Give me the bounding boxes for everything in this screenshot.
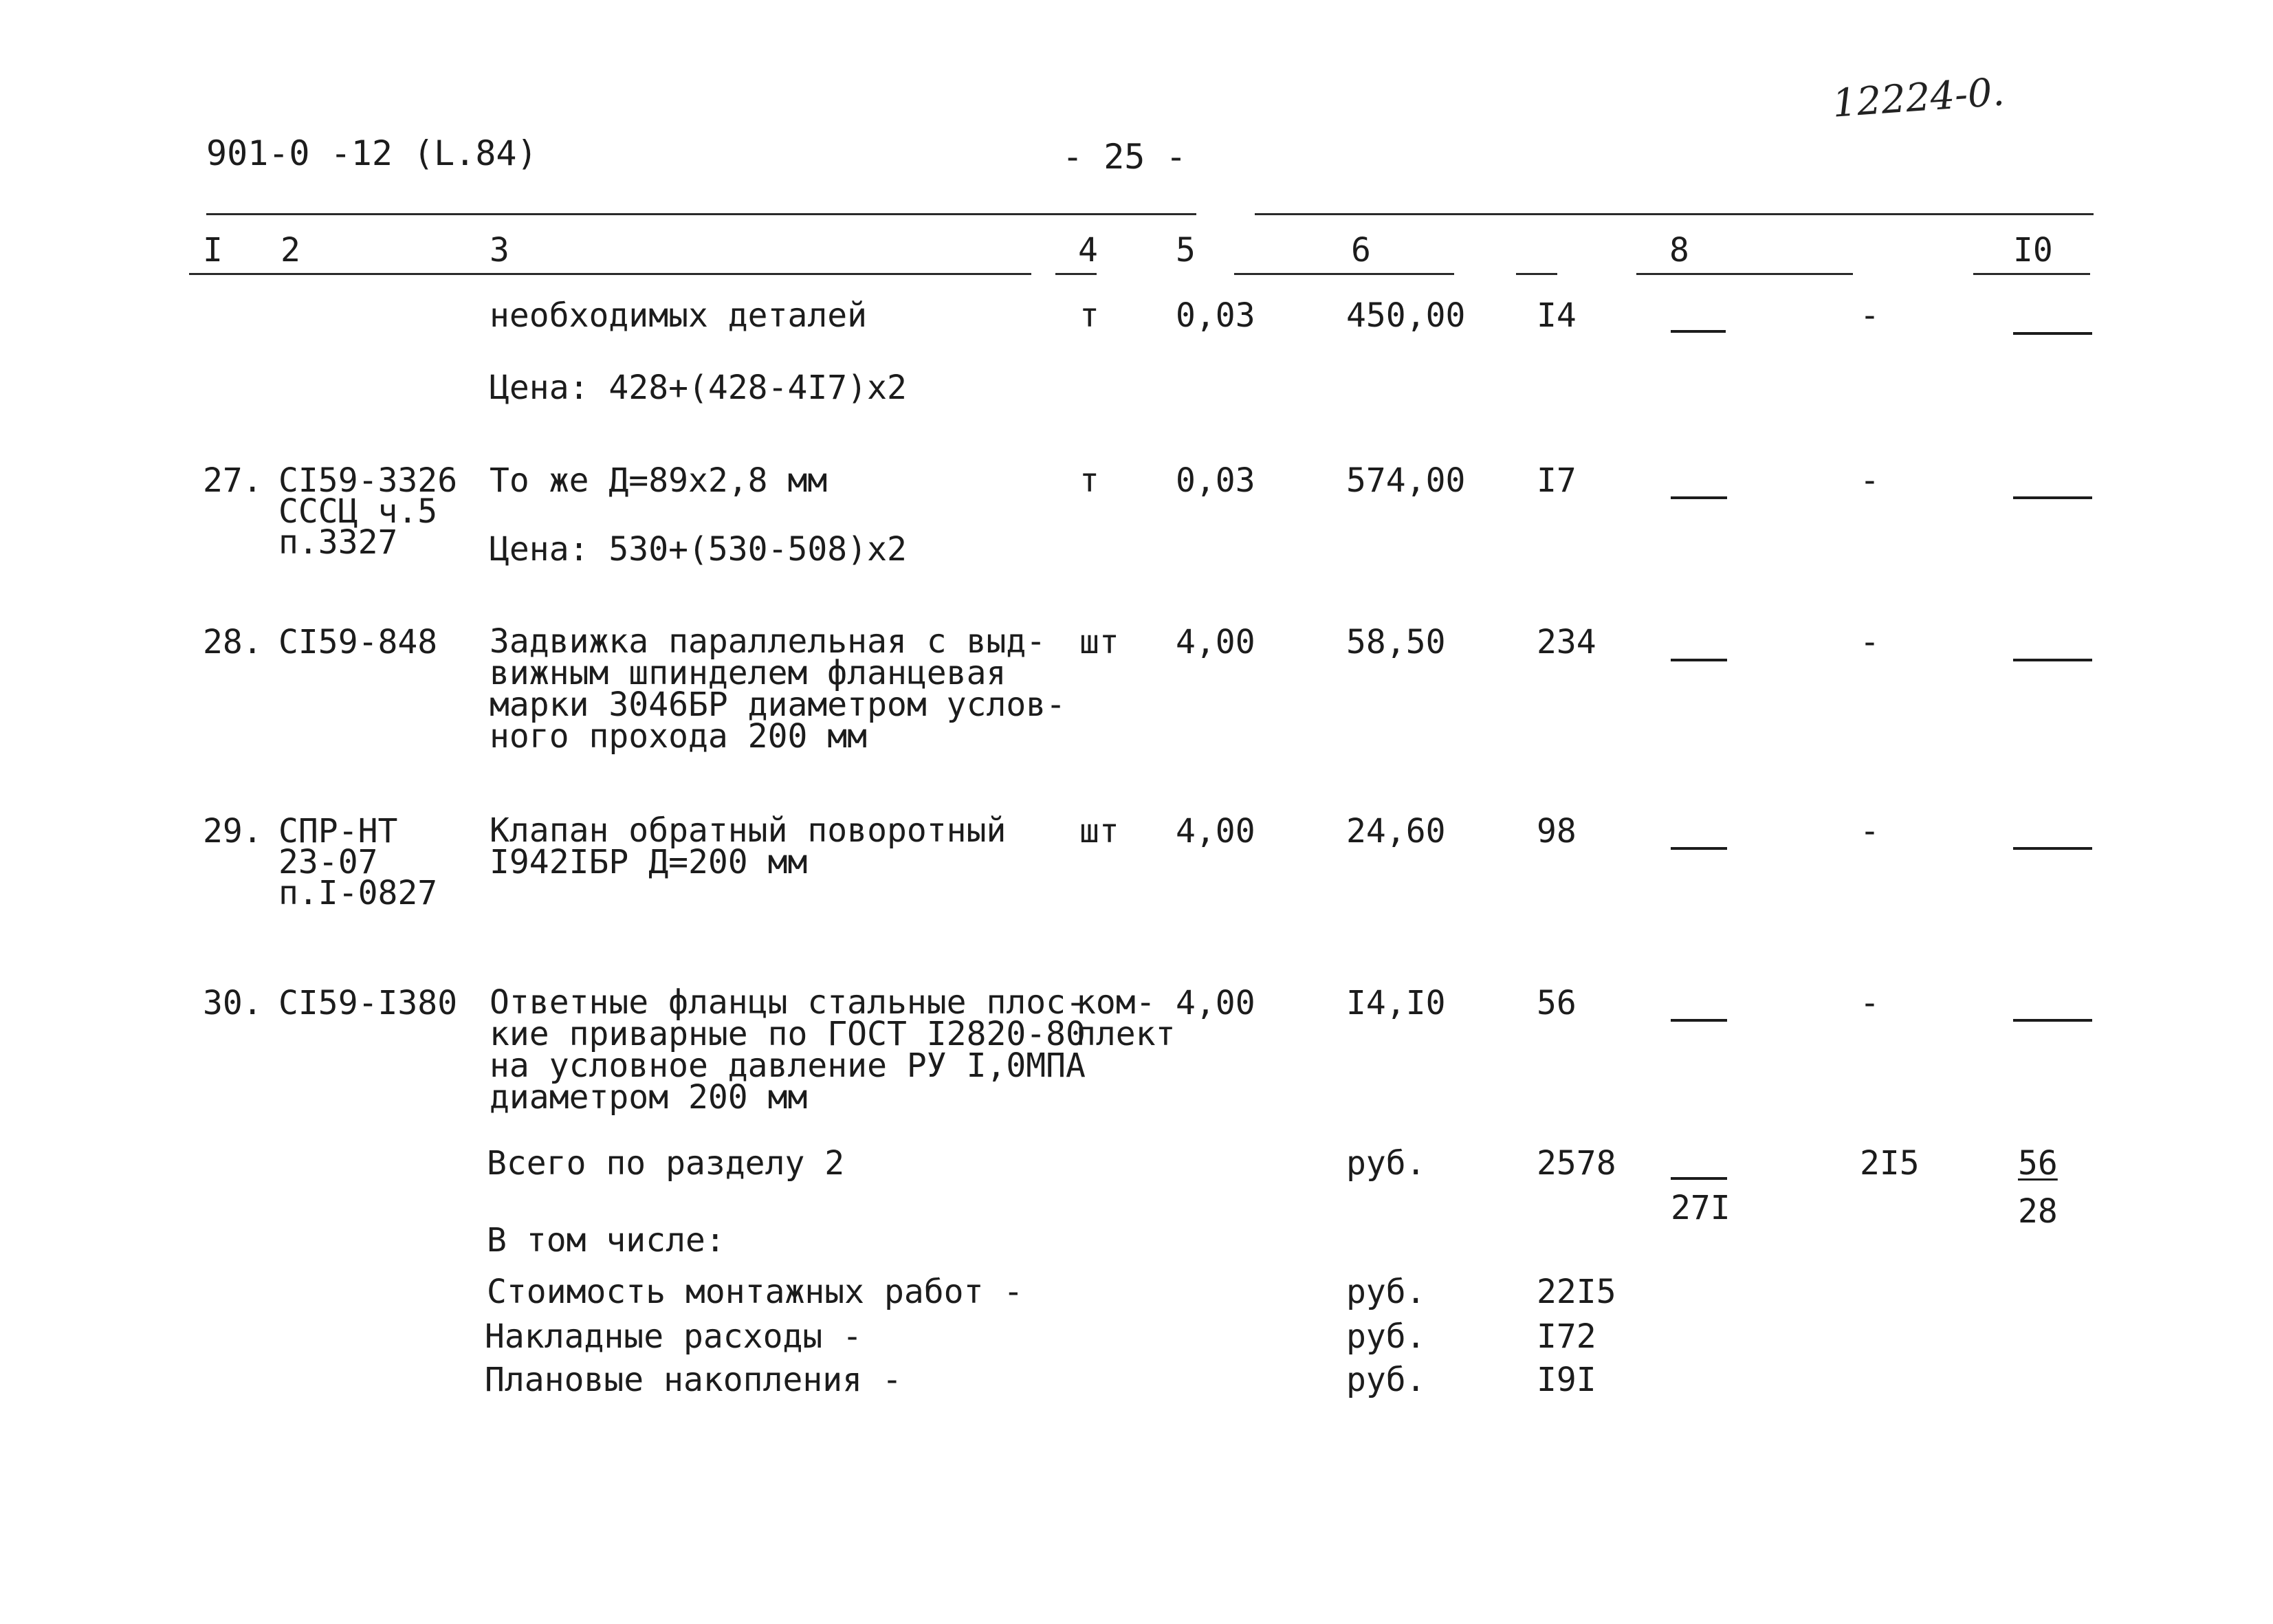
- breakdown-value: 22I5: [1537, 1273, 1616, 1311]
- row-col9: -: [1860, 984, 1880, 1022]
- total-col10-top: 56: [2018, 1144, 2058, 1183]
- row-sum: 234: [1537, 623, 1596, 661]
- breakdown-unit: руб.: [1346, 1273, 1426, 1311]
- row-code-line: 23-07: [278, 843, 378, 881]
- row-description-line: диаметром 200 мм: [490, 1078, 808, 1117]
- row-description-line: на условное давление РУ I,0МПА: [490, 1046, 1086, 1085]
- header-bottom-rule-f: [1973, 273, 2090, 275]
- breakdown-label: Стоимость монтажных работ -: [487, 1273, 1024, 1311]
- row-description-line: Ответные фланцы стальные плос-: [490, 983, 1086, 1022]
- header-top-rule-right: [1255, 213, 2094, 215]
- row-description-line: I942IБР Д=200 мм: [490, 843, 808, 881]
- row-price: 24,60: [1346, 812, 1446, 851]
- column-header-3: 3: [490, 231, 509, 270]
- breakdown-unit: руб.: [1346, 1317, 1426, 1356]
- total-col8-bottom: 27I: [1671, 1189, 1731, 1227]
- row-unit: шт: [1079, 812, 1119, 851]
- column-header-2: 2: [281, 231, 300, 270]
- breakdown-label: Плановые накопления -: [485, 1361, 902, 1399]
- row-price: 58,50: [1346, 623, 1446, 661]
- column-header-1: I: [203, 231, 223, 270]
- total-col10-bottom: 28: [2018, 1192, 2058, 1231]
- row-price-note: Цена: 530+(530-508)x2: [490, 530, 907, 569]
- row-code-line: СПР-НТ: [278, 812, 398, 851]
- row-col8-dash: [1671, 1019, 1727, 1022]
- row-description: [490, 622, 1066, 756]
- total-col9: 2I5: [1860, 1144, 1920, 1183]
- row-col9: -: [1860, 461, 1880, 500]
- row-description-line: Клапан обратный поворотный: [490, 811, 1007, 850]
- row-col8-dash: [1671, 330, 1726, 333]
- breakdown-value: I9I: [1537, 1361, 1596, 1399]
- row-col10-dash: [2013, 659, 2092, 661]
- row-sum: 56: [1537, 984, 1577, 1022]
- row-quantity: 0,03: [1176, 461, 1255, 500]
- row-description-line: Задвижка параллельная с выд-: [490, 622, 1046, 661]
- total-col8-fraction-bar: [1671, 1177, 1727, 1180]
- row-col9: -: [1860, 812, 1880, 851]
- column-header-4: 4: [1078, 231, 1098, 270]
- row-col10-dash: [2013, 847, 2092, 850]
- including-label: В том числе:: [487, 1221, 725, 1260]
- row-sum: 98: [1537, 812, 1577, 851]
- total-sum: 2578: [1537, 1144, 1616, 1183]
- row-col8-dash: [1671, 659, 1727, 661]
- row-description: [490, 983, 1086, 1117]
- row-code-line: СССЦ ч.5: [278, 492, 438, 531]
- row-unit-line: плект: [1076, 1015, 1176, 1053]
- row-number: 27.: [203, 461, 263, 500]
- row-col8-dash: [1671, 496, 1727, 499]
- breakdown-label: Накладные расходы -: [485, 1317, 863, 1356]
- row-price: 450,00: [1346, 296, 1466, 335]
- row-description-line: кие приварные по ГОСТ I2820-80: [490, 1015, 1086, 1053]
- row-quantity: 0,03: [1176, 296, 1255, 335]
- row-price: I4,I0: [1346, 984, 1446, 1022]
- row-code-line: п.3327: [278, 523, 398, 562]
- row-description: То же Д=89x2,8 мм: [490, 461, 828, 500]
- row-description-line: марки 3046БР диаметром услов-: [490, 685, 1066, 724]
- row-number: 29.: [203, 812, 263, 851]
- row-col9: -: [1860, 623, 1880, 661]
- row-unit-line: ком-: [1076, 983, 1156, 1022]
- document-code: 901-0 -12 (L.84): [206, 133, 538, 173]
- row-col8-dash: [1671, 847, 1727, 850]
- row-col10-dash: [2013, 496, 2092, 499]
- column-header-8: 8: [1669, 231, 1689, 270]
- column-header-6: 6: [1351, 231, 1371, 270]
- row-description-line: ного прохода 200 мм: [490, 717, 868, 756]
- header-top-rule: [206, 213, 1196, 215]
- row-col10-dash: [2013, 1019, 2092, 1022]
- row-code-line: CI59-3326: [278, 461, 458, 500]
- row-unit: шт: [1079, 623, 1119, 661]
- header-bottom-rule-b: [1055, 273, 1097, 275]
- breakdown-unit: руб.: [1346, 1361, 1426, 1399]
- row-description: необходимых деталей: [490, 296, 868, 335]
- row-description-line: вижным шпинделем фланцевая: [490, 654, 1007, 692]
- row-price: 574,00: [1346, 461, 1466, 500]
- row-sum: I7: [1537, 461, 1577, 500]
- header-bottom-rule: [189, 273, 1031, 275]
- page-number: - 25 -: [1062, 137, 1187, 177]
- header-bottom-rule-c: [1234, 273, 1454, 275]
- row-unit: т: [1079, 461, 1099, 500]
- row-description: [490, 811, 1007, 881]
- total-label: Всего по разделу 2: [487, 1144, 845, 1183]
- breakdown-value: I72: [1537, 1317, 1596, 1356]
- handwritten-number: 12224-0.: [1831, 69, 2006, 127]
- row-unit: [1076, 983, 1176, 1053]
- row-code-line: п.I-0827: [278, 874, 438, 912]
- row-quantity: 4,00: [1176, 812, 1255, 851]
- total-unit: руб.: [1346, 1144, 1426, 1183]
- row-code-line: CI59-848: [278, 623, 438, 661]
- row-code-line: CI59-I380: [278, 984, 458, 1022]
- row-col9: -: [1860, 296, 1880, 335]
- header-bottom-rule-e: [1636, 273, 1853, 275]
- row-unit: т: [1079, 296, 1099, 335]
- row-quantity: 4,00: [1176, 623, 1255, 661]
- row-number: 30.: [203, 984, 263, 1022]
- row-number: 28.: [203, 623, 263, 661]
- column-header-5: 5: [1176, 231, 1196, 270]
- row-sum: I4: [1537, 296, 1577, 335]
- row-price-note: Цена: 428+(428-4I7)x2: [490, 369, 907, 407]
- header-bottom-rule-d: [1516, 273, 1557, 275]
- column-header-10: I0: [2013, 231, 2053, 270]
- row-quantity: 4,00: [1176, 984, 1255, 1022]
- row-col10-dash: [2013, 332, 2092, 335]
